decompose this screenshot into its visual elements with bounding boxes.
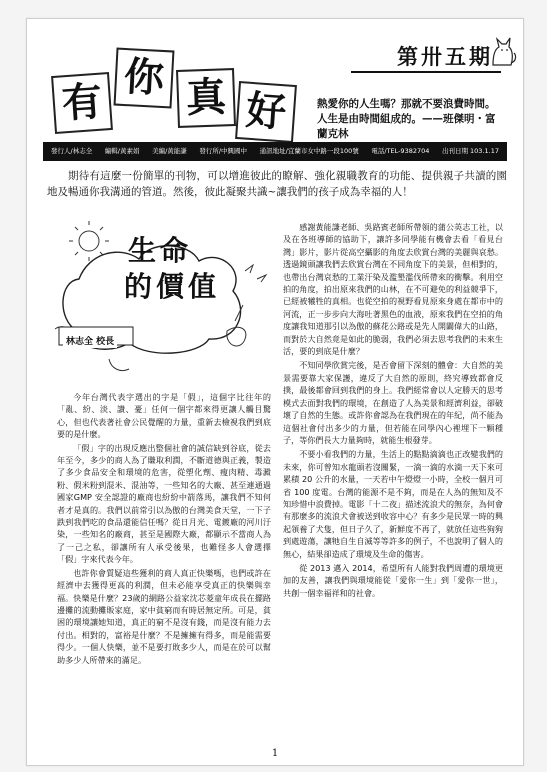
issue-number: 第卅五期 (397, 44, 493, 69)
paragraph: 不知同學欣賞完後，是否會留下深刻的體會：大自然的美景需要靠大家保護，違反了大自然的原則，終究導致都會反撲，最後都會回到我們的身上。我們經常會以人定勝天的思考模式去面對我們的環境，在創造了人為美景和經濟利益，卻破壞了自然的生態。或許你會認為在我們現在的年紀，尚不能為這個社會付出多少的力量，但若能在同學內心裡埋下一顆種子，等你們長大力量夠時，就能生根發芽。 (283, 360, 503, 445)
article-title-art (49, 219, 275, 387)
masthead (27, 19, 523, 141)
motto-quote: 熱愛你的人生嗎？那就不要浪費時間。人生是由時間組成的。——班傑明・富蘭克林 (317, 98, 496, 140)
right-column (283, 221, 503, 599)
publication-info-bar (43, 142, 507, 161)
article-title (85, 233, 235, 305)
title-char-3: 真 (176, 68, 236, 128)
paragraph: 不要小看我們的力量，生活上的點點滴滴也正改變我們的未來，你可曾知水龍頭若沒關緊，一滴一滴的水滴一天下來可累積 20 公升的水量，一天若中午燈燈一小時，全校一個月可省 100 度電。台灣的能源不是不夠，而是在人為的無知及不知珍惜中浪費掉。電影「十二夜」描述流浪犬的無奈，為何會有那麼多的流浪犬會被送到收容中心？有多少是民眾一時的興起領養了犬隻，但日子久了，新鮮度不再了，就放任這些狗狗到處遊蕩，讓牠自生自滅等等許多的例子，不也說明了個人的無心，結果卻造成了環境及生命的傷害。 (283, 449, 503, 559)
title-char-2: 你 (114, 48, 175, 109)
paragraph: 從 2013 邁入 2014，希望所有人能對我們周遭的環境更加的友善，讓我們與環境能從「愛你一生」到「愛你一世」，共創一個幸福祥和的社會。 (283, 562, 503, 598)
publishing-office: 發行所/中興國中 (199, 147, 248, 155)
publish-date: 出刊日期 103.1.17 (441, 147, 499, 155)
publisher: 發行人/林志全 (51, 147, 93, 155)
intro-paragraph: 期待有這麼一份簡單的刊物，可以增進彼此的瞭解、強化親職教育的功能、提供親子共讀的園地及暢通你我溝通的管道。然後，彼此凝聚共識~讓我們的孩子成為幸福的人！ (47, 170, 507, 198)
left-column-text (57, 391, 271, 666)
cat-icon (487, 35, 517, 73)
paragraph: 也許你會質疑這些獲利的商人真正快樂嗎，也們或許在經濟中去獲得更高的利潤，但未必能享受真正的快樂與幸福。快樂是什麼？23歲的網路公益家沈芯菱童年成長在擺路邊攤的流動攤販家庭，家中貧窮而有時居無定所。可是，貧困的環境讓她知道，真正的窮不是沒有錢，而是沒有能力去付出。相對的，富裕是什麼？不是擁擁有得多，而是能需要得少。一個人快樂，並不是要打敗多少人，而是在於可以幫助多少人所帶來的滿足。 (57, 567, 271, 665)
paragraph: 「假」字的出現反應出整個社會的誠信缺到谷底，從去年至今，多少的商人為了賺取利潤，不斷道德與正義，製造了多少食品安全和環境的危害，從塑化劑、瘦肉精、毒澱粉、假米粉到混米、混油等，一些知名的大廠、甚至連通過國家GMP 安全認證的廠商也紛紛中箭落馬，讓我們不知何者才是真的。我們以前常引以為傲的台灣美食天堂，一下子跌到我們吃的食品還能信任嗎？從日月光、電鍍廠的河川汙染，一些知名的廠商，甚至是國際大廠，都顯示不當商人為了一己之私，卻讓所有人承受後果，也難怪多人會選擇「假」字來代表今年。 (57, 442, 271, 565)
paragraph: 感謝黃能謙老師、吳路賓老師所帶領的蒲公英志工社，以及在各班導師的協助下，讓許多同學能有機會去看「看見台灣」影片，影片從高空攝影的角度去欣賞台灣的美麗與哀愁。透過鏡頭讓我們去欣賞台灣在不同角度下的美景，但相對的，也帶出台灣哀愁的工業汙染及濫墾濫伐所帶來的衝擊。利用空拍的角度，拍出原來我們的山林，在不可避免的利益競爭下，已經被犧牲的真相。也從空拍的視野看見原來身處在都市中的河流，正一步步向大海吐著黑色的血液，原來我們在空拍的角度讓我知道那引以為傲的蘇花公路或是先人開闢偉大的山路，而對於大自然竟是如此的脆弱，我們必須去思考我們的未來生活，要的到底是什麼？ (283, 222, 503, 357)
article-byline: 林志全 校長 (63, 333, 117, 348)
page-number: 1 (271, 748, 279, 759)
paragraph: 今年台灣代表字選出的字是「假」，這個字比往年的「亂、紛、淡、讚、憂」任何一個字都來得更讓人觸目驚心，但也代表著社會公民覺醒的力量，重新去檢視我們到底要的是什麼。 (57, 392, 271, 440)
left-column (49, 219, 275, 739)
title-char-4: 好 (235, 81, 297, 143)
editor: 編輯/黃素娟 (104, 147, 140, 155)
article-title-line-2: 的價值 (123, 270, 220, 303)
address: 通訊地址/宜蘭市女中路一段100號 (259, 147, 359, 155)
title-char-1: 有 (51, 72, 113, 134)
art-editor: 美編/黃能謙 (152, 147, 187, 155)
issue-underline (351, 71, 501, 73)
newsletter-page (26, 18, 524, 766)
article-title-line-1: 生命 (127, 234, 192, 267)
right-column-text (283, 221, 503, 599)
phone: 電話/TEL-9382704 (371, 147, 430, 155)
